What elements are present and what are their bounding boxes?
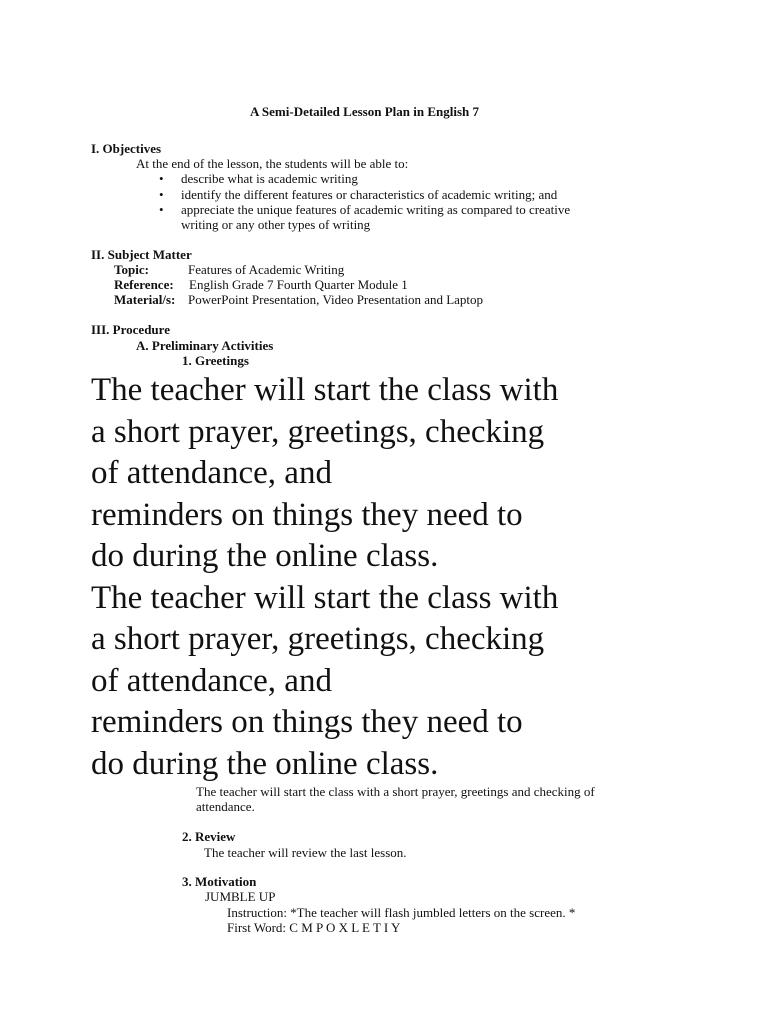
greetings-text: The teacher will start the class with a short prayer, greetings and checking of <box>196 784 595 799</box>
large-text-line: of attendance, and <box>91 662 332 699</box>
large-text-line: do during the online class. <box>91 745 439 782</box>
topic-label: Topic: <box>114 262 149 277</box>
objectives-intro: At the end of the lesson, the students will be able to: <box>136 156 409 171</box>
bullet-icon: • <box>159 171 164 186</box>
reference-label: Reference: <box>114 277 174 292</box>
procedure-heading: III. Procedure <box>91 322 170 337</box>
greetings-heading: 1. Greetings <box>182 353 249 368</box>
objective-item: appreciate the unique features of academic writing as compared to creative <box>181 202 571 217</box>
large-text-line: reminders on things they need to <box>91 704 523 740</box>
first-word-text: First Word: C M P O X L E T I Y <box>227 920 401 935</box>
large-text-line: a short prayer, greetings, checking <box>91 413 545 450</box>
review-text: The teacher will review the last lesson. <box>204 845 407 860</box>
large-text-line: reminders on things they need to <box>91 496 523 533</box>
bullet-icon: • <box>159 187 164 202</box>
objective-item-continuation: writing or any other types of writing <box>181 217 371 232</box>
objectives-heading: I. Objectives <box>91 141 162 156</box>
objective-item: describe what is academic writing <box>181 171 358 186</box>
large-text-line: The teacher will start the class with <box>91 372 559 408</box>
objective-item: identify the different features or characteristics of academic writing; and <box>181 187 558 202</box>
instruction-text: Instruction: *The teacher will flash jumbled letters on the screen. * <box>227 905 576 920</box>
motivation-heading: 3. Motivation <box>182 874 257 889</box>
bullet-icon: • <box>159 202 164 217</box>
large-text-line: of attendance, and <box>91 455 332 491</box>
large-text-line: The teacher will start the class with <box>91 579 559 616</box>
review-heading: 2. Review <box>182 829 236 844</box>
subject-matter-heading: II. Subject Matter <box>91 247 192 262</box>
materials-label: Material/s: <box>114 292 176 307</box>
large-text-line: a short prayer, greetings, checking <box>91 621 545 657</box>
reference-value: English Grade 7 Fourth Quarter Module 1 <box>189 277 408 292</box>
document-title: A Semi-Detailed Lesson Plan in English 7 <box>250 104 479 119</box>
topic-value: Features of Academic Writing <box>188 262 345 277</box>
preliminary-activities-heading: A. Preliminary Activities <box>136 338 274 353</box>
materials-value: PowerPoint Presentation, Video Presentation and Laptop <box>188 292 484 307</box>
large-text-line: do during the online class. <box>91 538 439 574</box>
greetings-text-continuation: attendance. <box>196 799 255 814</box>
motivation-title: JUMBLE UP <box>205 889 276 904</box>
